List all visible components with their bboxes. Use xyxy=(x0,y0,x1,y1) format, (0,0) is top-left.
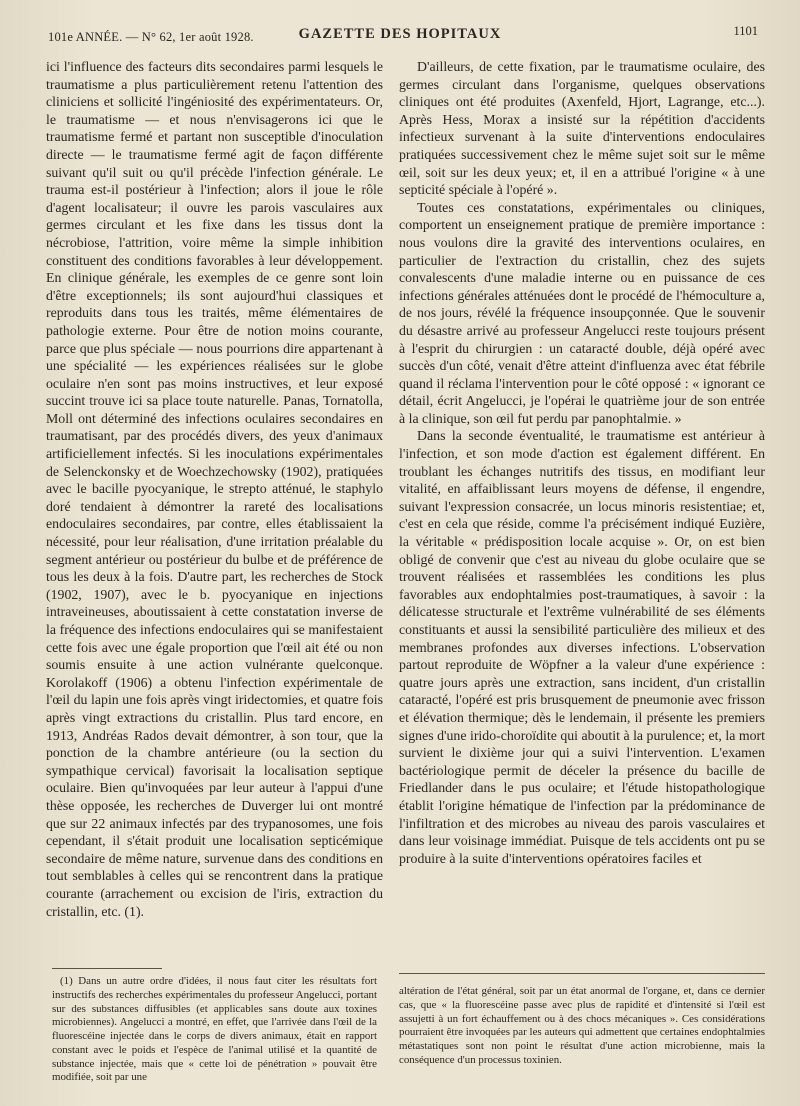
right-column xyxy=(399,58,765,962)
footnote-left-text: (1) Dans un autre ordre d'idées, il nous faut citer les résultats fort instructifs des recherches expérimentales du professeur Angelucci, portant sur des substances diffusibles (et applicables sans doute aux toxines microbiennes). Angelucci a montré, en effet, que l'arrivée dans l'œil de la fluorescéine injectée dans le corps de divers animaux, était en rapport constant avec le poids et l'espèce de l'animal utilisé et la quantité de substance injectée, mais que « cette loi de pénétration » pouvait être modifiée, soit par une xyxy=(52,975,377,1084)
left-column xyxy=(46,58,383,956)
footnote-rule-left xyxy=(52,968,162,969)
issue-line: 101e ANNÉE. — N° 62, 1er août 1928. xyxy=(48,30,254,44)
footnote-right-text: altération de l'état général, soit par un état anormal de l'organe, et, dans ce dernier cas, que « la fluorescéine passe avec plus de rapidité et d'intensité si l'œil est assujetti à un fort échauffement ou à des chocs mécaniques ». Ces considérations pourraient être invoquées par les auteurs qui admettent que certaines endophtalmies métastatiques sont non point le résultat d'une action microbienne, mais la conséquence d'un processus toxinien. xyxy=(399,985,765,1066)
left-paragraph-1: ici l'influence des facteurs dits secondaires parmi lesquels le traumatisme a plus particulièrement retenu l'attention des cliniciens et sollicité l'ingéniosité des expérimentateurs. Or, le traumatisme — et nous n'envisagerons ici que le traumatisme fermé et partant non susceptible d'inoculation directe — le traumatisme fermé agit de façon différente suivant qu'il suit ou qu'il précède l'infection générale. Le trauma est-il postérieur à l'infection; alors il joue le rôle d'agent localisateur; il ouvre les parois vasculaires aux germes circulant et les fixe dans les tissus dont la nécrobiose, l'attrition, voire même la simple inhibition constituent des conditions favorables à leur développement. En clinique générale, les exemples de ce genre sont loin d'être exceptionnels; ils sont aujourd'hui classiques et reproduits dans tous les traités, même élémentaires de pathologie externe. Pour être de notion moins courante, parce que plus spéciale — nous pourrions dire appartenant à une spécialité — les expériences réalisées sur le globe oculaire n'en sont pas moins instructives, et leur exposé succint trouve ici sa place toute naturelle. Panas, Tornatolla, Moll ont déterminé des infections oculaires secondaires en traumatisant, par des procédés divers, des yeux d'animaux artificiellement infectés. Si les inoculations expérimentales de Selenckonsky et de Woechzechowsky (1902), pratiquées avec le bacille pyocyanique, le strepto atténué, le staphylo doré tendaient à démontrer la rareté des localisations endoculaires secondaires, par contre, elles établissaient la nécessité, pour leur réalisation, d'une irritation préalable du segment antérieur ou postérieur du bulbe et de préférence de tous les deux à la fois. D'autre part, les recherches de Stock (1902, 1907), avec le b. pyocyanique en injections intraveineuses, aboutissaient à cette constatation inverse de la fréquence des infections endoculaires qui se manifestaient cette fois avec une égale proportion que l'œil ait été ou non soumis ensuite à une action vulnérante quelconque. Korolakoff (1906) a obtenu l'infection expérimentale de l'œil du lapin une fois après vingt iridectomies, et quatre fois après vingt extractions du cristallin. Plus tard encore, en 1913, Andréas Rados devait démontrer, à son tour, que la ponction de la chambre antérieure (ou la section du sympathique cervical) favorisait la localisation septique oculaire. Bien qu'invoquées par leur auteur à l'appui d'une thèse opposée, les recherches de Duverger lui ont montré que sur 22 animaux infectés par des trypanosomes, une fois cependant, il s'était produit une localisation septicémique secondaire de même nature, survenue dans des conditions en tout semblables à celles qui se rencontrent dans la pratique courante (arrachement ou excision de l'iris, extraction du cristallin, etc. (1). xyxy=(46,59,383,919)
page-header xyxy=(30,22,770,48)
footnote-right xyxy=(399,985,765,1097)
journal-title: GAZETTE DES HOPITAUX xyxy=(298,26,502,42)
page-number: 1101 xyxy=(733,24,758,38)
footnote-left xyxy=(52,975,377,1097)
right-paragraph-3: Dans la seconde éventualité, le traumatisme est antérieur à l'infection, et son mode d'action est également différent. En troublant les échanges nutritifs des tissus, en modifiant leur vitalité, en affaiblissant leurs moyens de défense, il engendre, suivant l'expression consacrée, un locus minoris resistentiae; et, c'est en cela que réside, comme l'a précisément indiqué Euzière, la véritable « prédisposition locale acquise ». Or, on est bien obligé de convenir que c'est au niveau du globe oculaire que se trouvent réalisées et rassemblées les conditions les plus favorables aux endophtalmies post-traumatiques, à savoir : la délicatesse structurale et l'extrême vulnérabilité de ses éléments constituants et aussi la sensibilité particulière des milieux et des membranes profondes aux diverses infections. L'observation partout reproduite de Wöpfner a la valeur d'une expérience : quatre jours après une extraction, sans incident, d'un cristallin cataracté, l'opéré est pris brusquement de pneumonie avec frisson et élévation thermique; dès le lendemain, il présente les premiers signes d'une irido-choroïdite qui aboutit à la purulence; et, la mort survient le dixième jour qui a suivi l'intervention. L'examen bactériologique permit de déceler la présence du bacille de Friedlander dans le pus oculaire; et l'étude histopathologique établit l'origine hématique de l'infection par la prédominance de l'infiltration et des microbes au niveau des parois vasculaires et dans leur voisinage immédiat. Puisque de tels accidents ont pu se produire à la suite d'interventions opératoires faciles et xyxy=(399,428,765,866)
right-paragraph-1: D'ailleurs, de cette fixation, par le traumatisme oculaire, des germes circulant dans l'organisme, quelques observations cliniques ont été produites (Axenfeld, Hjort, Lagrange, etc...). Après Hess, Morax a insisté sur la répétition d'accidents infectieux survenant à la suite d'interventions endoculaires pratiquées successivement chez le même sujet soit sur le même œil, soit sur les deux yeux; et, il en a attribué l'origine « à une septicité spéciale à l'opéré ». xyxy=(399,59,765,198)
right-paragraph-2: Toutes ces constatations, expérimentales ou cliniques, comportent un enseignement pratique de première importance : nous voulons dire la gravité des interventions oculaires, en particulier de l'extraction du cristallin, chez des sujets convalescents d'une maladie interne ou en puissance de ces infections générales atténuées dont le procédé de l'hémoculture a, de nos jours, révélé la fréquence insoupçonnée. Que le souvenir du désastre arrivé au professeur Angelucci reste toujours présent à l'esprit du chirurgien : un cataracté double, déjà opéré avec succès d'un côté, venait d'être atteint d'influenza avec état fébrile quand il réclama l'intervention pour le côté opposé : « ignorant ce détail, écrit Angelucci, je l'opérai le quatrième jour de son entrée à la clinique, son œil fut perdu par panophtalmie. » xyxy=(399,199,765,426)
footnote-rule-right xyxy=(399,973,765,974)
